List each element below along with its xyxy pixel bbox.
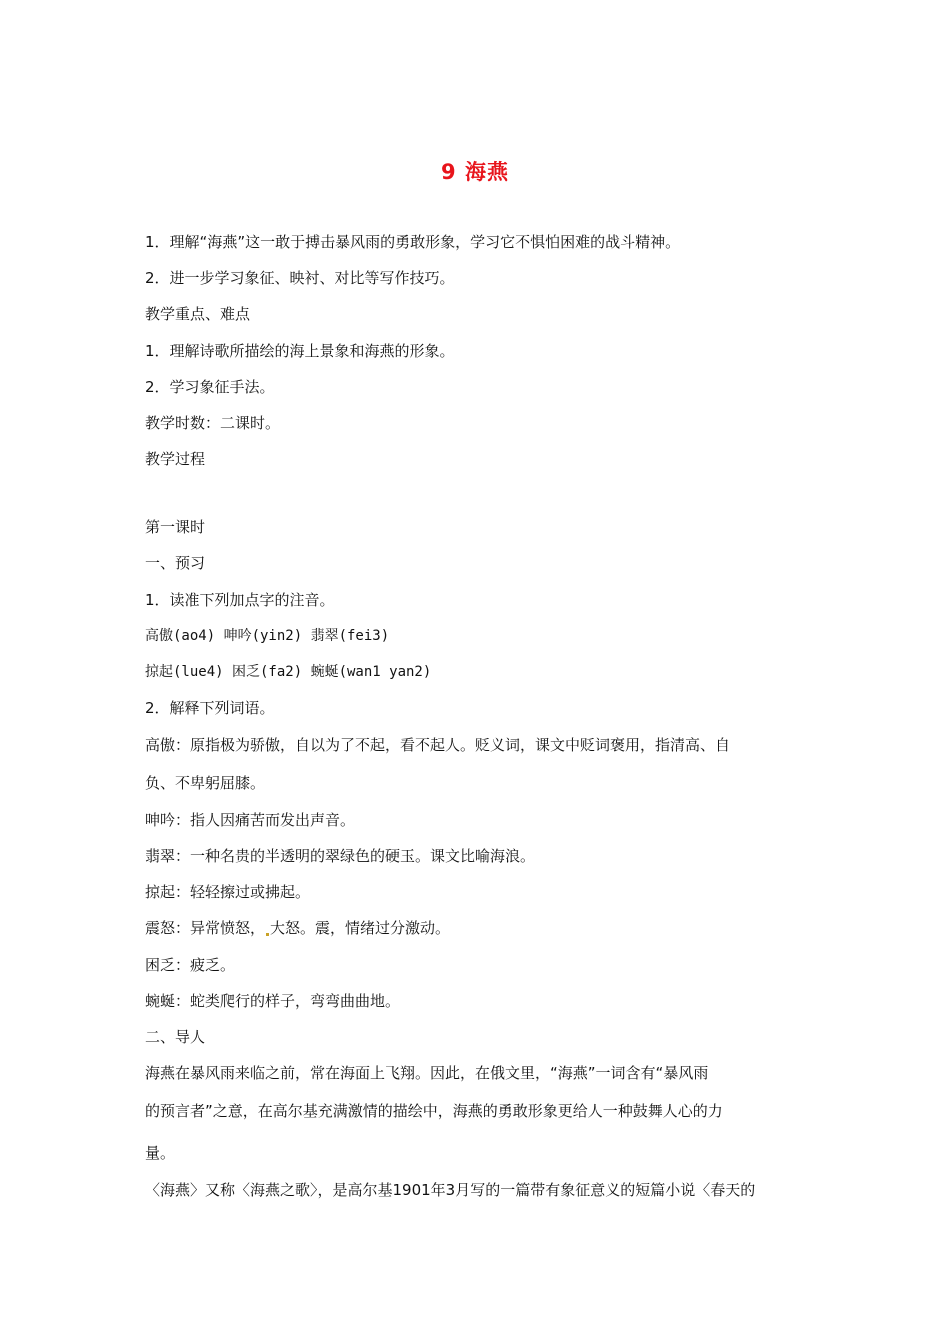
section-heading-process: 教学过程 bbox=[145, 450, 206, 468]
mark-dot bbox=[266, 933, 269, 936]
teaching-hours: 教学时数：二课时。 bbox=[145, 414, 281, 432]
definition-kunfa: 困乏：疲乏。 bbox=[145, 956, 236, 974]
task-definitions: 2．解释下列词语。 bbox=[145, 699, 275, 717]
objective-2: 2．进一步学习象征、映衬、对比等写作技巧。 bbox=[145, 269, 455, 287]
intro-paragraph-line-1: 海燕在暴风雨来临之前，常在海面上飞翔。因此，在俄文里，“海燕”一词含有“暴风雨 bbox=[145, 1064, 709, 1082]
definition-zhennu-part1: 震怒：异常愤怒， bbox=[145, 919, 266, 937]
definition-feicui: 翡翠：一种名贵的半透明的翠绿色的硬玉。课文比喻海浪。 bbox=[145, 847, 536, 865]
intro-paragraph-line-2: 的预言者”之意，在高尔基充满激情的描绘中，海燕的勇敢形象更给人一种鼓舞人心的力 bbox=[145, 1102, 723, 1120]
key-point-2: 2．学习象征手法。 bbox=[145, 378, 275, 396]
definition-gaoao-cont: 负、不卑躬屈膝。 bbox=[145, 774, 266, 792]
intro-paragraph-line-3: 量。 bbox=[145, 1144, 176, 1162]
lesson-heading: 第一课时 bbox=[145, 518, 206, 536]
part-heading-preview: 一、预习 bbox=[145, 554, 206, 572]
pronunciation-row-2: 掠起(lue4) 困乏(fa2) 蜿蜒(wan1 yan2) bbox=[145, 664, 432, 680]
definition-zhennu bbox=[145, 918, 815, 938]
definition-gaoao: 高傲：原指极为骄傲，自以为了不起，看不起人。贬义词，课文中贬词褒用，指清高、自 bbox=[145, 736, 731, 754]
background-paragraph-line-1: 〈海燕〉又称〈海燕之歌〉，是高尔基1901年3月写的一篇带有象征意义的短篇小说〈春天的 bbox=[145, 1181, 756, 1199]
pronunciation-row-1: 高傲(ao4) 呻吟(yin2) 翡翠(fei3) bbox=[145, 628, 390, 644]
section-heading-key-points: 教学重点、难点 bbox=[145, 305, 251, 323]
definition-lueqi: 掠起：轻轻擦过或拂起。 bbox=[145, 883, 311, 901]
part-heading-intro: 二、导人 bbox=[145, 1028, 206, 1046]
definition-zhennu-part2: 大怒。震，情绪过分激动。 bbox=[270, 919, 451, 937]
definition-wanyan: 蜿蜒：蛇类爬行的样子，弯弯曲曲地。 bbox=[145, 992, 401, 1010]
objective-1: 1．理解“海燕”这一敢于搏击暴风雨的勇敢形象，学习它不惧怕困难的战斗精神。 bbox=[145, 233, 681, 251]
definition-shenyin: 呻吟：指人因痛苦而发出声音。 bbox=[145, 811, 356, 829]
page-title: 9 海燕 bbox=[441, 160, 509, 184]
task-pronunciation: 1．读准下列加点字的注音。 bbox=[145, 591, 335, 609]
key-point-1: 1．理解诗歌所描绘的海上景象和海燕的形象。 bbox=[145, 342, 455, 360]
